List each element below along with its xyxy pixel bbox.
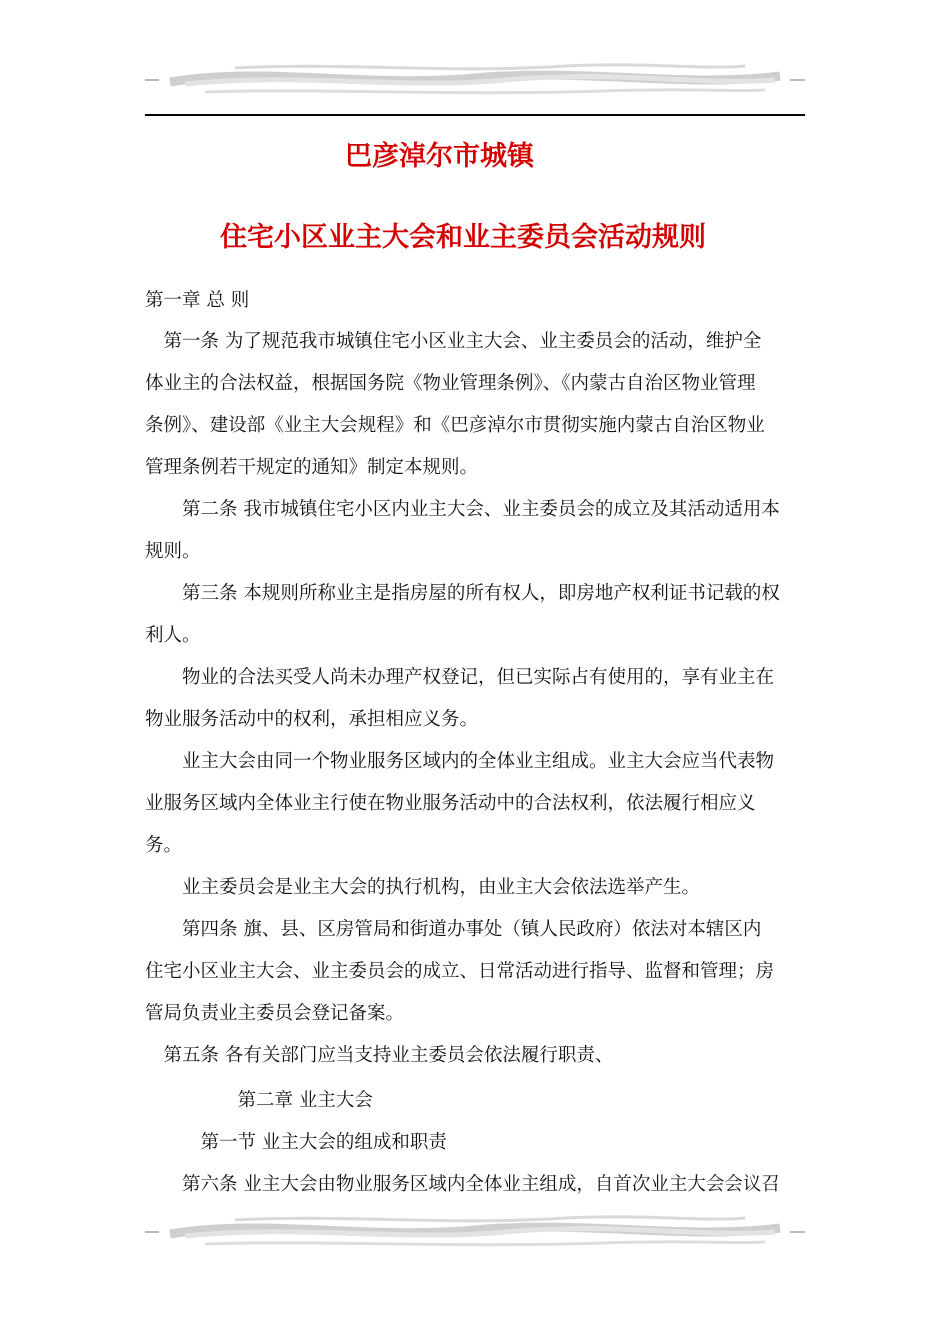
document-title-line-2: 住宅小区业主大会和业主委员会活动规则 [220, 222, 706, 253]
footer-ornament [145, 1210, 805, 1250]
paragraph-line: 物业服务活动中的权利，承担相应义务。 [145, 709, 479, 730]
paragraph-line: 第五条 各有关部门应当支持业主委员会依法履行职责、 [145, 1045, 614, 1066]
paragraph-line: 第四条 旗、县、区房管局和街道办事处（镇人民政府）依法对本辖区内 [145, 919, 762, 940]
paragraph-line: 务。 [145, 835, 183, 856]
paragraph-line: 管局负责业主委员会登记备案。 [145, 1003, 405, 1024]
chapter-heading: 第二章 业主大会 [145, 1090, 373, 1111]
paragraph-line: 第六条 业主大会由物业服务区域内全体业主组成，自首次业主大会会议召 [145, 1174, 780, 1195]
paragraph-line: 第二条 我市城镇住宅小区内业主大会、业主委员会的成立及其活动适用本 [145, 499, 780, 520]
paragraph-line: 业主委员会是业主大会的执行机构，由业主大会依法选举产生。 [145, 877, 701, 898]
paragraph-line: 管理条例若干规定的通知》制定本规则。 [145, 457, 479, 478]
paragraph-line: 业主大会由同一个物业服务区域内的全体业主组成。业主大会应当代表物 [145, 751, 775, 772]
paragraph-line: 规则。 [145, 541, 201, 562]
paragraph-line: 第一章 总 则 [145, 290, 250, 311]
paragraph-line: 业服务区域内全体业主行使在物业服务活动中的合法权利，依法履行相应义 [145, 793, 756, 814]
section-heading: 第一节 业主大会的组成和职责 [145, 1132, 447, 1153]
paragraph-line: 物业的合法买受人尚未办理产权登记，但已实际占有使用的，享有业主在 [145, 667, 775, 688]
paragraph-line: 住宅小区业主大会、业主委员会的成立、日常活动进行指导、监督和管理；房 [145, 961, 775, 982]
document-title-line-1: 巴彦淖尔市城镇 [345, 141, 534, 172]
paragraph-line: 第三条 本规则所称业主是指房屋的所有权人，即房地产权利证书记载的权 [145, 583, 780, 604]
paragraph-line: 条例》、建设部《业主大会规程》和《巴彦淖尔市贯彻实施内蒙古自治区物业 [145, 415, 765, 436]
paragraph-line: 利人。 [145, 625, 201, 646]
header-divider [145, 114, 805, 116]
header-ornament [145, 58, 805, 98]
paragraph-line: 体业主的合法权益，根据国务院《物业管理条例》、《内蒙古自治区物业管理 [145, 373, 756, 394]
paragraph-line: 第一条 为了规范我市城镇住宅小区业主大会、业主委员会的活动，维护全 [145, 331, 762, 352]
